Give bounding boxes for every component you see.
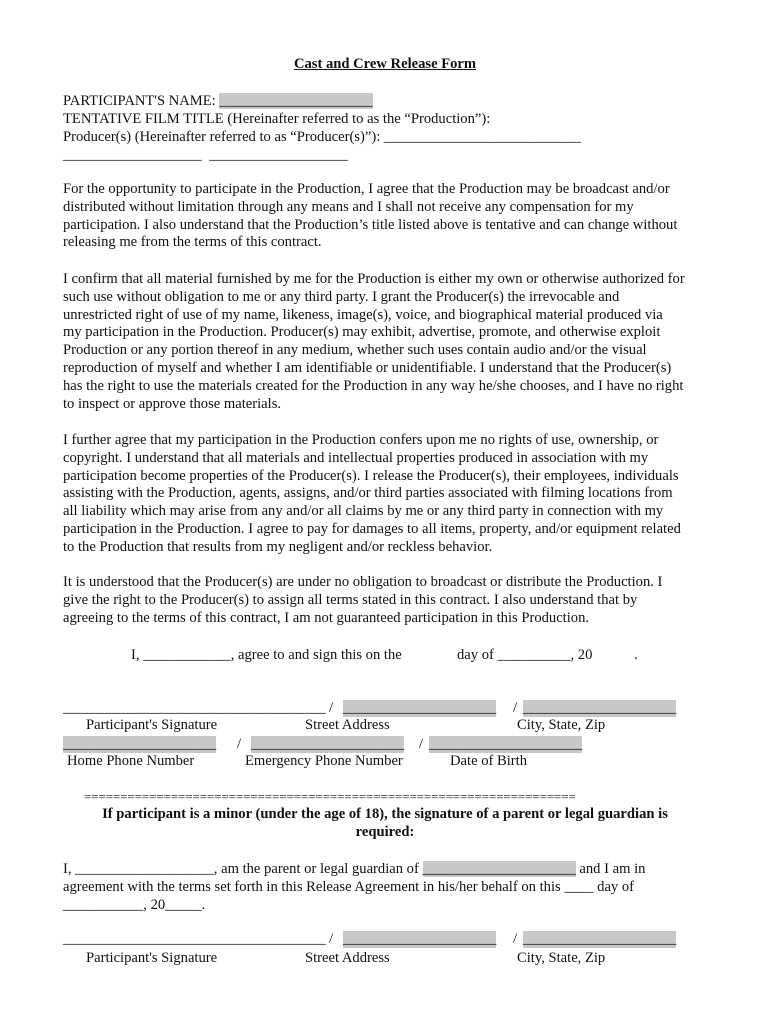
paragraph-3: [63, 432, 723, 557]
city-state-zip-field[interactable]: _____________________: [523, 700, 677, 716]
separator: /: [237, 736, 242, 752]
paragraph-line: For the opportunity to participate in the Production, I agree that the Production may be broadcast and/or: [63, 181, 670, 197]
paragraph-line: It is understood that the Producer(s) are under no obligation to broadcast or distribute the Production. I: [63, 574, 663, 590]
participant-signature-label: Participant's Signature: [86, 717, 218, 733]
emergency-phone-field[interactable]: _____________________: [251, 736, 405, 752]
home-phone-label: Home Phone Number: [67, 753, 195, 769]
guardian-text: and I am in: [575, 861, 646, 877]
paragraph-line: participation become properties of the Producer(s). I release the Producer(s), their employees, individuals: [63, 467, 679, 484]
paragraph-line: Production or any portion thereof in any medium, whether such uses contain audio and/or the visual: [63, 342, 647, 359]
blank-lines: [63, 146, 348, 164]
paragraph-2: [63, 271, 723, 413]
minor-name-field[interactable]: _____________________: [422, 861, 576, 877]
divider: ====================================================================: [84, 789, 576, 804]
separator: /: [329, 931, 334, 947]
form-title: Cast and Crew Release Form: [293, 56, 477, 72]
paragraph-line: assisting with the Production, agents, assigns, and/or third parties associated with filming locations from: [63, 485, 673, 502]
guardian-text: I, ___________________, am the parent or legal guardian of: [63, 861, 423, 877]
minor-heading: If participant is a minor (under the age of 18), the signature of a parent or legal guardian is: [102, 806, 668, 822]
city-state-zip-label: City, State, Zip: [517, 717, 606, 733]
agree-line-part3: .: [634, 647, 638, 663]
paragraph-line: I further agree that my participation in the Production confers upon me no rights of use, ownership, or: [63, 432, 659, 448]
paragraph-line: such use without obligation to me or any third party. I grant the Producer(s) the irrevocable and: [63, 288, 620, 305]
guardian-city-label: City, State, Zip: [517, 950, 606, 966]
paragraph-line: agreeing to the terms of this contract, I am not guaranteed participation in this Production.: [63, 609, 590, 626]
paragraph-1: [63, 181, 723, 252]
blank-field-2[interactable]: ___________________: [209, 147, 348, 163]
paragraph-4: [63, 574, 723, 627]
paragraph-line: to the Production that results from my negligent and/or reckless behavior.: [63, 538, 493, 555]
paragraph-line: to inspect or approve those materials.: [63, 395, 282, 412]
paragraph-line: unrestricted right of use of my name, likeness, image(s), voice, and biographical material produced via: [63, 306, 663, 323]
paragraph-line: participation in the Production. I agree to pay for damages to all items, property, and/or equipment related: [63, 520, 681, 537]
blank-field-1[interactable]: ___________________: [63, 147, 202, 163]
paragraph-line: reproduction of myself and whether I am identifiable or unidentifiable. I understand that the Producer(s): [63, 359, 672, 376]
paragraph-line: distributed without limitation through any means and I shall not receive any compensation for my: [63, 198, 634, 215]
street-address-field[interactable]: _____________________: [343, 700, 497, 716]
guardian-line-1: [63, 860, 645, 878]
guardian-street-field[interactable]: _____________________: [343, 931, 497, 947]
separator: /: [329, 700, 334, 716]
film-title-line: TENTATIVE FILM TITLE (Hereinafter referred to as the “Production”):: [63, 111, 491, 127]
paragraph-line: my participation in the Production. Producer(s) may exhibit, advertise, promote, and otherwise exploit: [63, 324, 661, 341]
guardian-line-2: agreement with the terms set forth in this Release Agreement in his/her behalf on this ____ day of: [63, 879, 635, 895]
agree-line-part2: day of __________, 20: [457, 647, 593, 663]
emergency-phone-label: Emergency Phone Number: [245, 753, 403, 769]
paragraph-line: all liability which may arise from any and/or all claims by me or any third party in connection with my: [63, 503, 664, 520]
signature-field[interactable]: ____________________________________: [63, 700, 326, 716]
guardian-city-field[interactable]: _____________________: [523, 931, 677, 947]
paragraph-line: give the right to the Producer(s) to assign all terms stated in this contract. I also understand that by: [63, 591, 638, 608]
guardian-signature-label: Participant's Signature: [86, 950, 218, 966]
participant-name-line: [63, 92, 373, 110]
guardian-line-3: ___________, 20_____.: [63, 897, 206, 913]
agree-line-part1: I, ____________, agree to and sign this on the: [131, 647, 402, 663]
producer-line: Producer(s) (Hereinafter referred to as “Producer(s)”): ___________________________: [63, 129, 581, 145]
guardian-street-label: Street Address: [305, 950, 390, 966]
paragraph-line: copyright. I understand that all materials and intellectual properties produced in association with my: [63, 449, 649, 466]
paragraph-line: releasing me from the terms of this contract.: [63, 234, 322, 251]
participant-name-label: PARTICIPANT'S NAME:: [63, 93, 220, 109]
paragraph-line: participation. I also understand that the Production’s title listed above is tentative and can change without: [63, 216, 678, 233]
street-address-label: Street Address: [305, 717, 390, 733]
date-of-birth-field[interactable]: _____________________: [429, 736, 583, 752]
paragraph-line: I confirm that all material furnished by me for the Production is either my own or otherwise authorized for: [63, 271, 685, 287]
home-phone-field[interactable]: _____________________: [63, 736, 217, 752]
separator: /: [419, 736, 424, 752]
guardian-signature-field[interactable]: ____________________________________: [63, 931, 326, 947]
participant-name-field[interactable]: _____________________: [219, 93, 373, 109]
separator: /: [513, 700, 518, 716]
separator: /: [513, 931, 518, 947]
paragraph-line: has the right to use the materials created for the Production in any way he/she chooses, and I have no right: [63, 377, 684, 394]
date-of-birth-label: Date of Birth: [450, 753, 528, 769]
minor-heading-cont: required:: [355, 824, 415, 840]
